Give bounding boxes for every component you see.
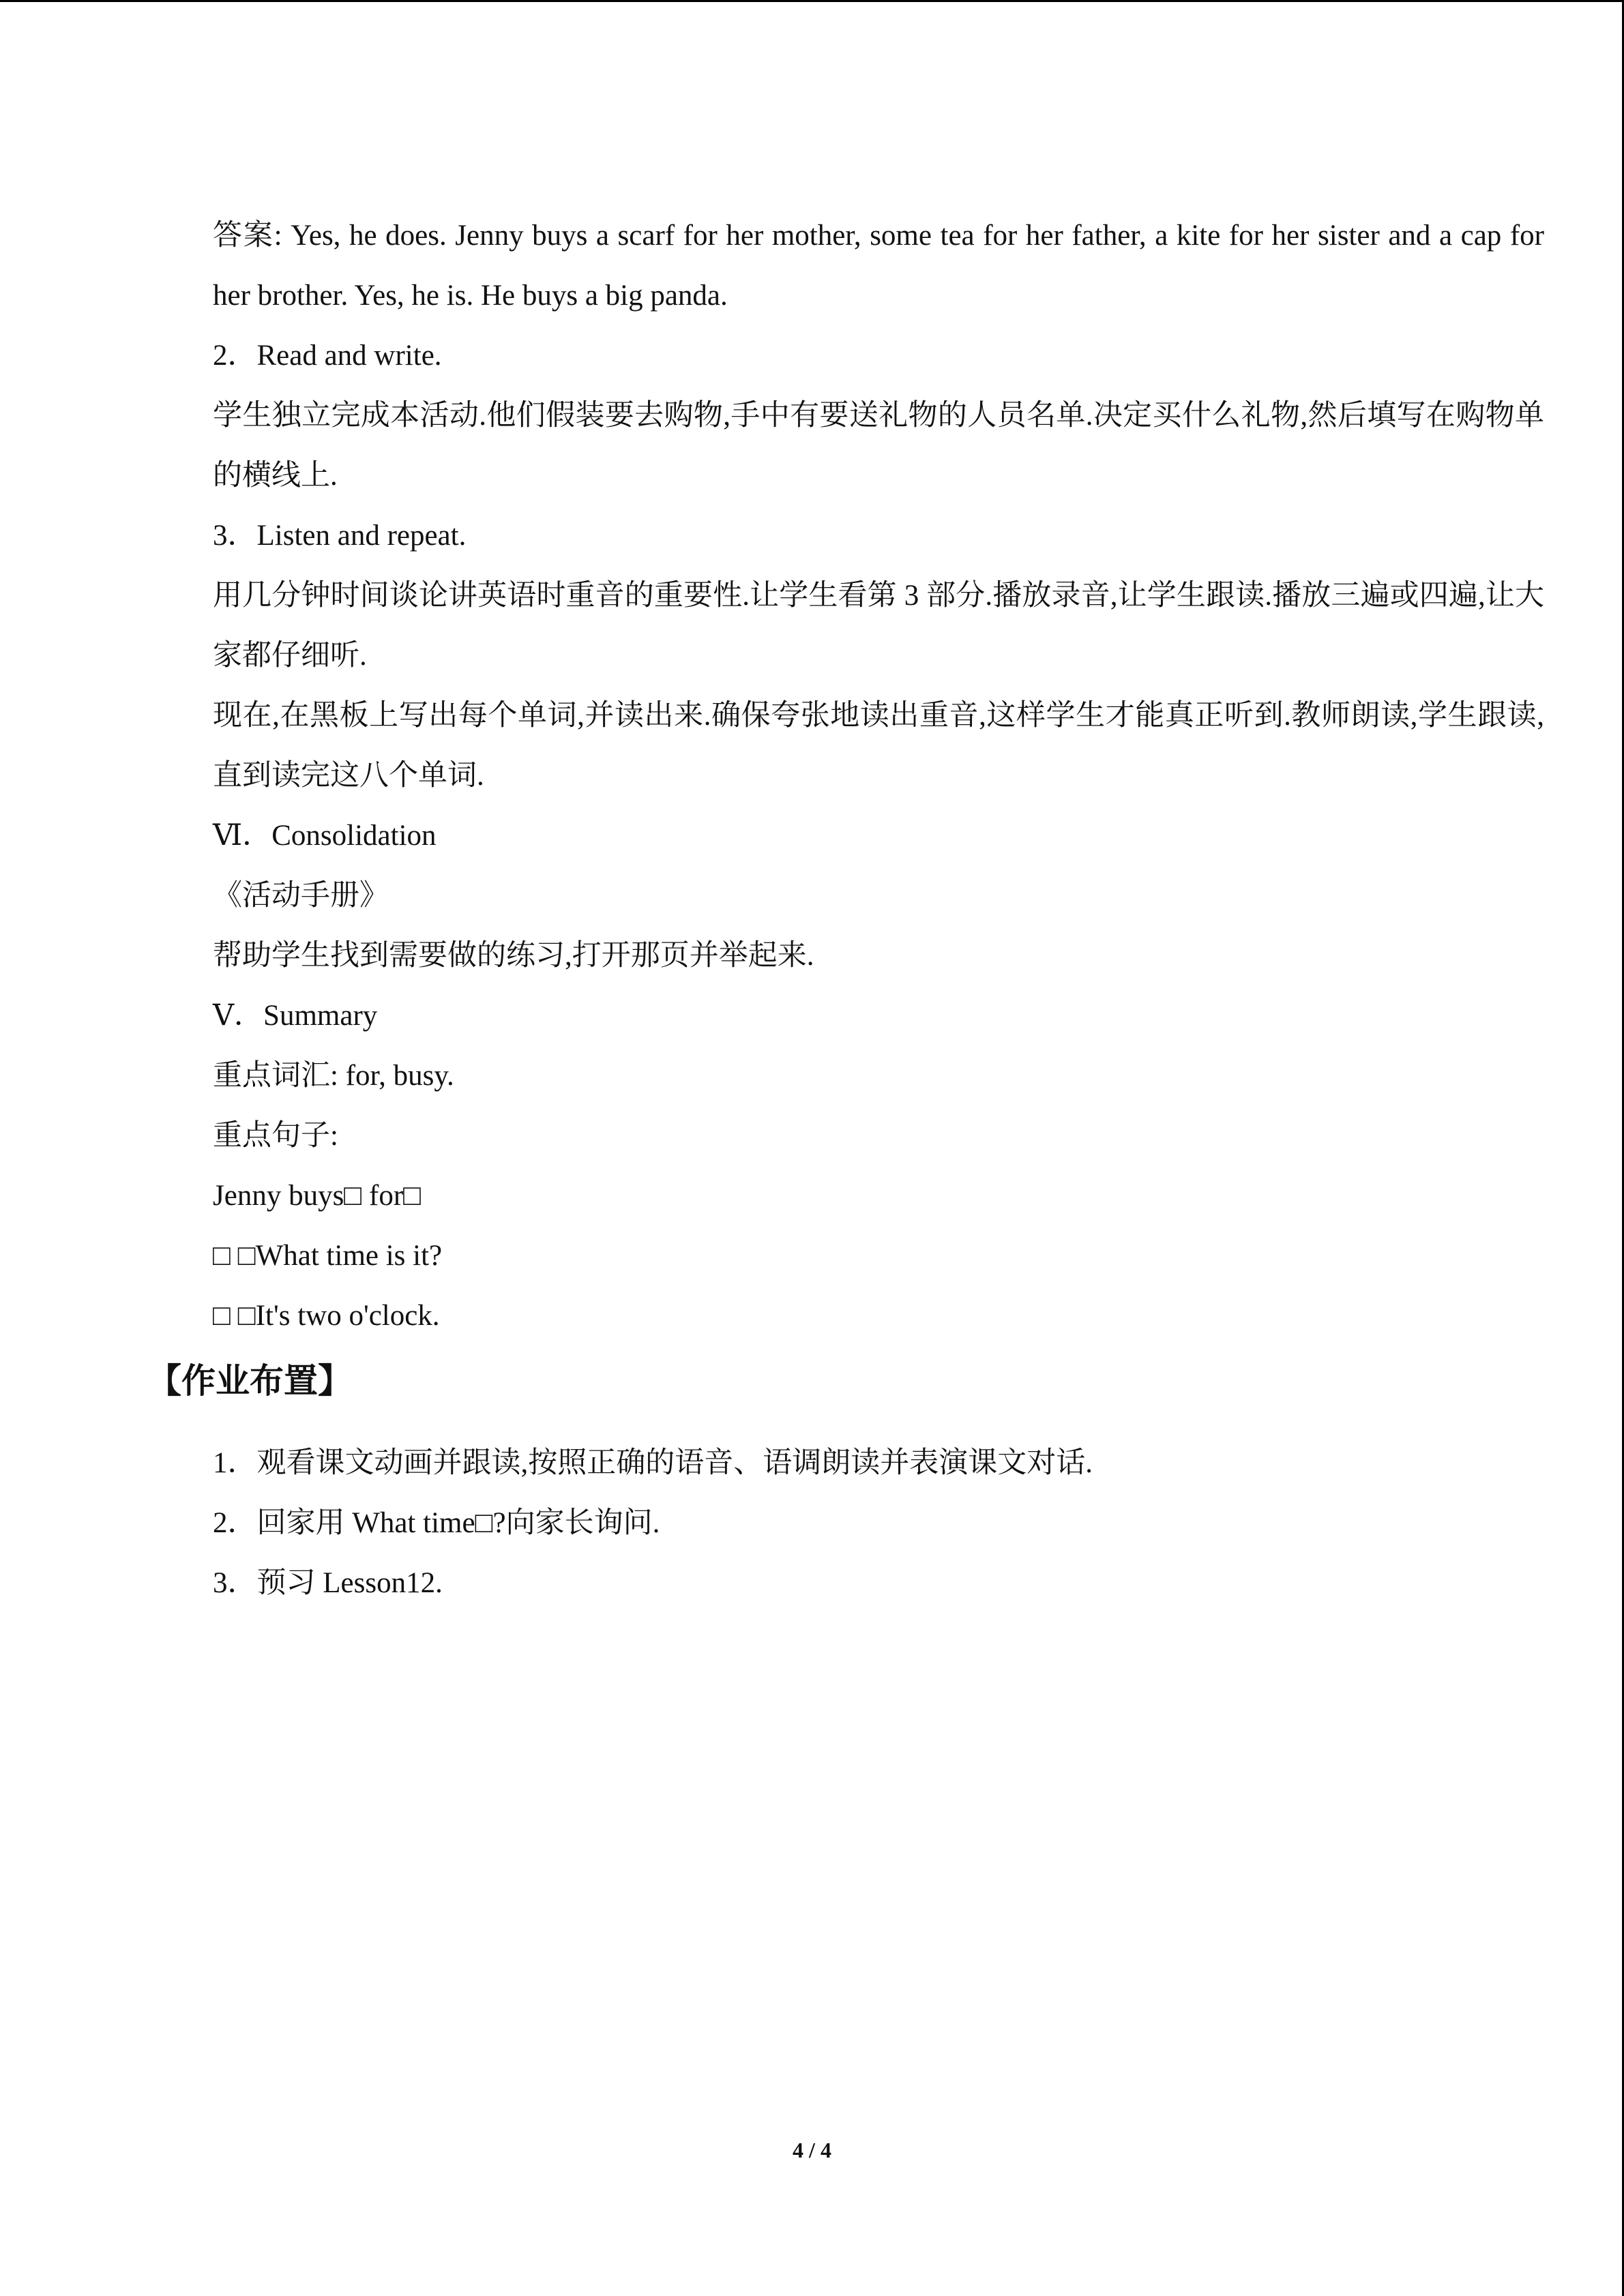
homework-heading: 【作业布置】 bbox=[147, 1361, 352, 1401]
page-number: 4 / 4 bbox=[793, 2138, 831, 2162]
key-sentence-3: □ □It's two o'clock. bbox=[213, 1300, 440, 1332]
read-and-write-description: 学生独立完成本活动.他们假装要去购物,手中有要送礼物的人员名单.决定买什么礼物,然后填写在购物单的横线上. bbox=[213, 400, 1544, 492]
section-consolidation: Ⅵ．Consolidation bbox=[213, 820, 437, 852]
homework-item-3: 3．预习 Lesson12. bbox=[213, 1567, 443, 1599]
blackboard-description: 现在,在黑板上写出每个单词,并读出来.确保夸张地读出重音,这样学生才能真正听到.教师朗读,学生跟读,直到读完这八个单词. bbox=[213, 700, 1544, 792]
step-read-and-write: 2．Read and write. bbox=[213, 340, 442, 372]
activity-book-title: 《活动手册》 bbox=[213, 880, 389, 912]
homework-item-1: 1．观看课文动画并跟读,按照正确的语音、语调朗读并表演课文对话. bbox=[213, 1447, 1093, 1479]
key-sentence-2: □ □What time is it? bbox=[213, 1240, 443, 1272]
section-summary: Ⅴ．Summary bbox=[213, 1000, 378, 1032]
key-sentence-1: Jenny buys□ for□ bbox=[213, 1180, 422, 1212]
activity-book-instruction: 帮助学生找到需要做的练习,打开那页并举起来. bbox=[213, 940, 814, 972]
answer-paragraph: 答案: Yes, he does. Jenny buys a scarf for her mother, some tea for her father, a kite for her sister and a cap for her brother. Yes, he is. He buys a big panda. bbox=[213, 220, 1544, 312]
key-vocabulary: 重点词汇: for, busy. bbox=[213, 1060, 454, 1092]
listen-and-repeat-description: 用几分钟时间谈论讲英语时重音的重要性.让学生看第 3 部分.播放录音,让学生跟读.播放三遍或四遍,让大家都仔细听. bbox=[213, 580, 1544, 672]
key-sentences-label: 重点句子: bbox=[213, 1120, 338, 1152]
homework-item-2: 2．回家用 What time□?向家长询问. bbox=[213, 1507, 660, 1539]
page-top-border bbox=[0, 0, 1624, 2]
step-listen-and-repeat: 3．Listen and repeat. bbox=[213, 520, 467, 552]
